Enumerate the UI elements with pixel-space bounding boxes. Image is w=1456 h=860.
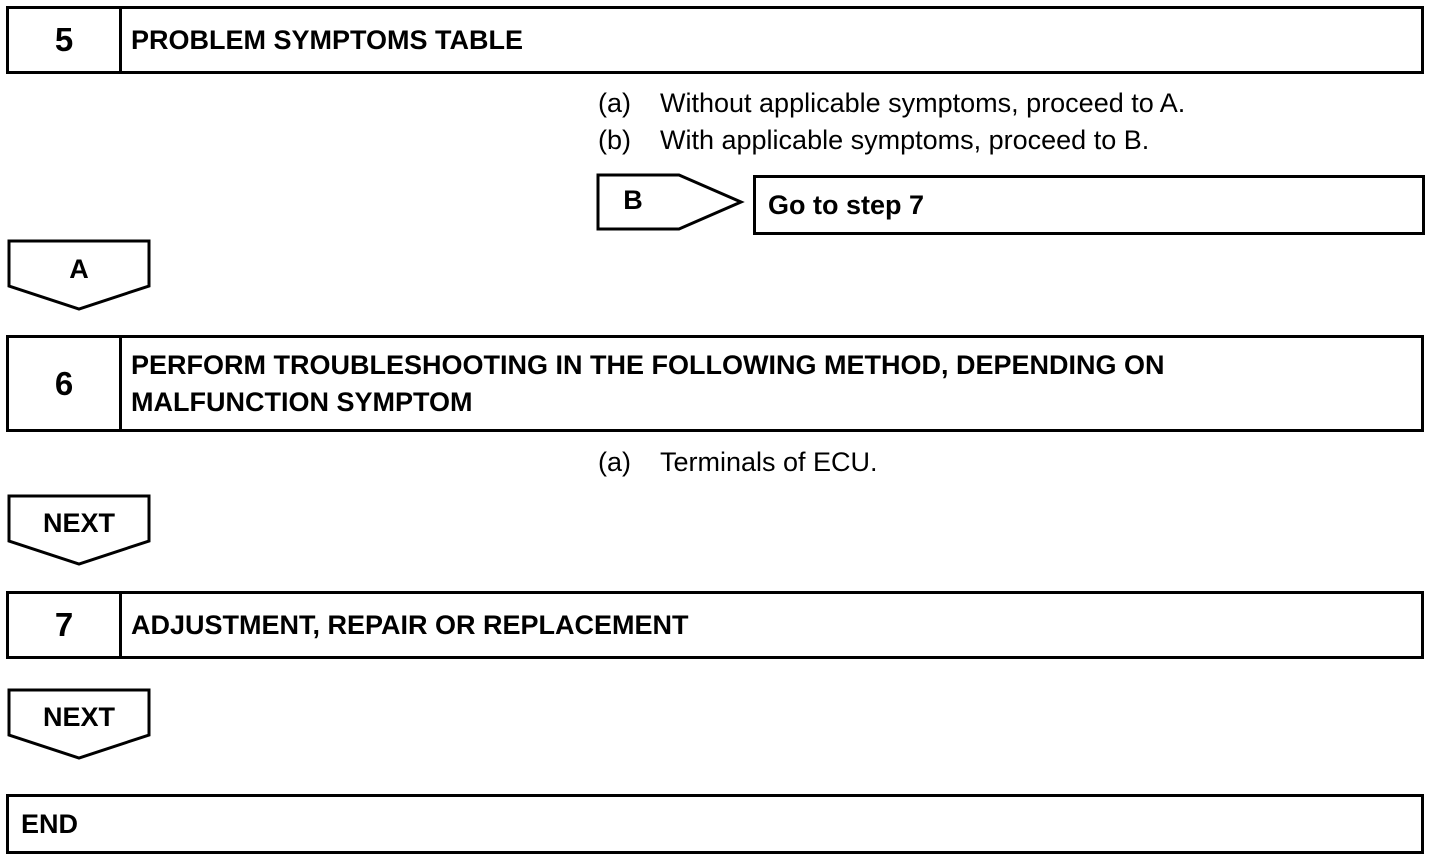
step-number: 5 (9, 9, 122, 71)
step-title (131, 338, 1411, 429)
next-label: NEXT (42, 508, 115, 538)
note-item (598, 88, 1185, 119)
step-title: ADJUSTMENT, REPAIR OR REPLACEMENT (131, 609, 689, 640)
step-number: 7 (9, 594, 122, 656)
note-text: Terminals of ECU. (660, 447, 878, 477)
step-title-line: PERFORM TROUBLESHOOTING IN THE FOLLOWING METHOD, DEPENDING ON (131, 349, 1165, 380)
step-number: 6 (9, 338, 122, 429)
branch-b-arrow[interactable] (596, 172, 746, 232)
go-to-label: Go to step 7 (768, 189, 925, 220)
note-text: With applicable symptoms, proceed to B. (660, 125, 1150, 155)
end-label: END (21, 808, 79, 839)
note-text: Without applicable symptoms, proceed to A. (660, 88, 1186, 118)
branch-a-arrow[interactable] (6, 238, 152, 312)
note-label: (a) (598, 447, 631, 477)
note-label: (b) (598, 125, 631, 155)
next-arrow[interactable] (6, 493, 152, 567)
next-label: NEXT (42, 702, 115, 732)
step-title: PROBLEM SYMPTOMS TABLE (131, 24, 524, 55)
branch-b-label: B (623, 185, 643, 215)
step-title-line: MALFUNCTION SYMPTOM (131, 386, 473, 417)
step-5-box (6, 6, 1424, 74)
step-7-box (6, 591, 1424, 659)
step-6-box (6, 335, 1424, 432)
go-to-step-7-box[interactable] (753, 175, 1425, 235)
end-box (6, 794, 1424, 854)
note-item (598, 447, 878, 478)
branch-a-label: A (69, 254, 89, 284)
note-label: (a) (598, 88, 631, 118)
next-arrow[interactable] (6, 687, 152, 761)
note-item (598, 125, 1149, 156)
